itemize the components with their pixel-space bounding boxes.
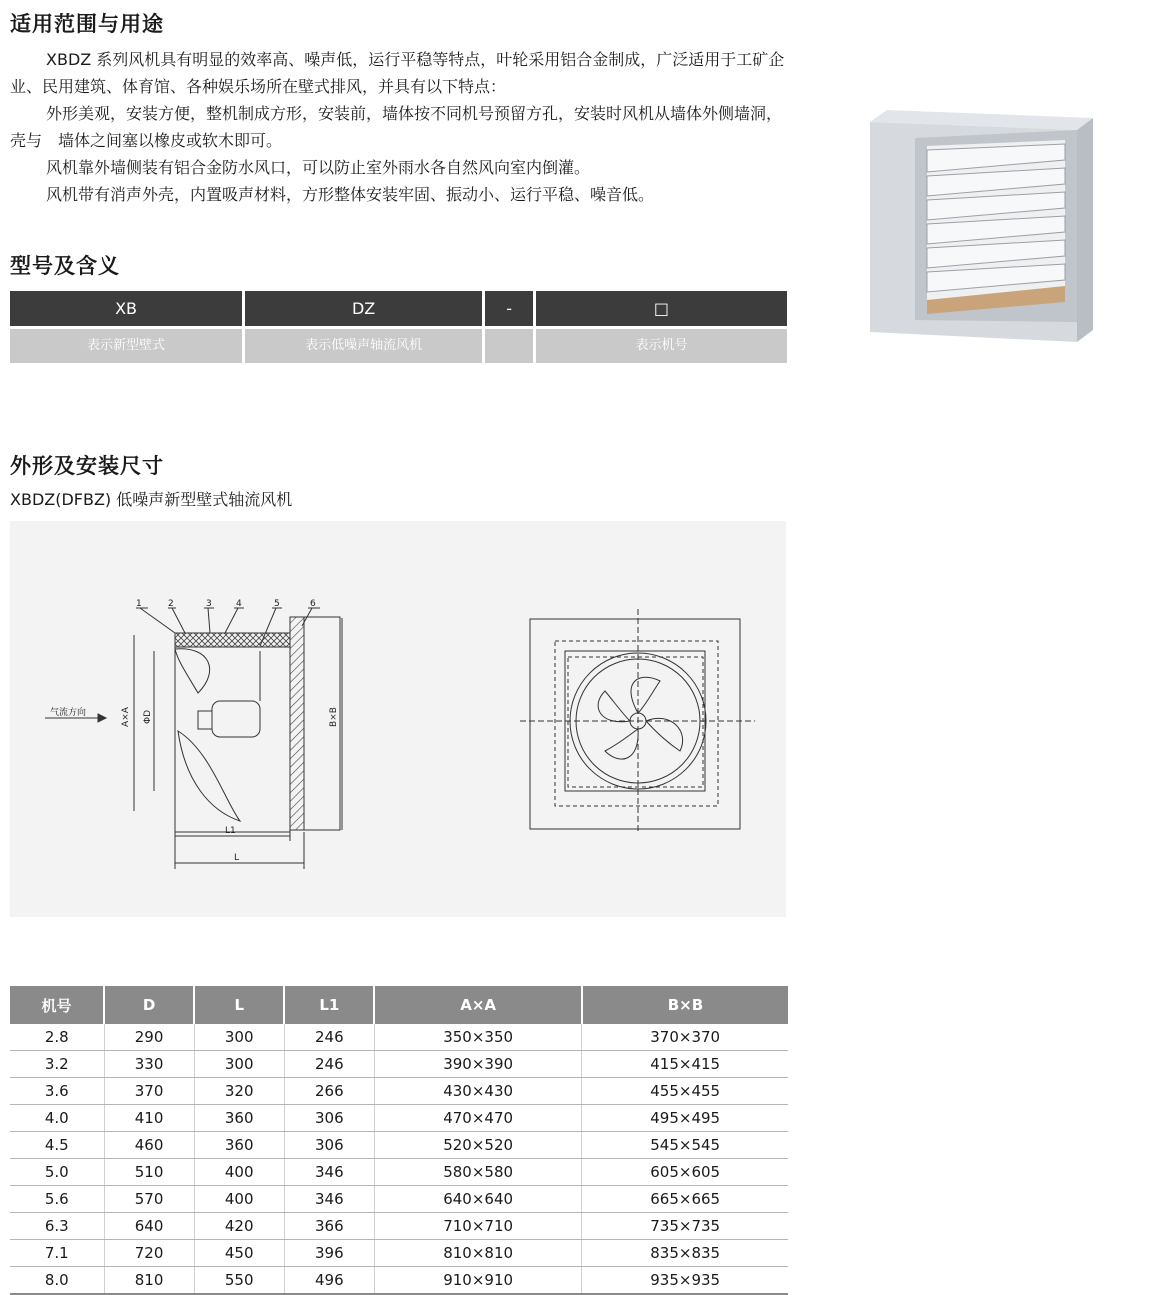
table-cell: 496 <box>284 1267 374 1295</box>
installation-diagram <box>10 521 786 917</box>
table-cell: 2.8 <box>10 1024 104 1051</box>
table-cell: 366 <box>284 1213 374 1240</box>
table-cell: 495×495 <box>582 1105 788 1132</box>
usage-paragraph-4: 风机带有消声外壳，内置吸声材料，方形整体安装牢固、振动小、运行平稳、噪音低。 <box>46 185 655 204</box>
model-code-xb: XB <box>10 291 242 326</box>
callout-6: 6 <box>310 599 316 609</box>
table-cell: 346 <box>284 1186 374 1213</box>
table-cell: 246 <box>284 1051 374 1078</box>
table-cell: 640 <box>104 1213 194 1240</box>
table-cell: 396 <box>284 1240 374 1267</box>
model-code-dz: DZ <box>245 291 482 326</box>
callout-1: 1 <box>136 599 142 609</box>
table-cell: 580×580 <box>374 1159 581 1186</box>
table-cell: 460 <box>104 1132 194 1159</box>
callout-5: 5 <box>274 599 280 609</box>
table-cell: 246 <box>284 1024 374 1051</box>
table-cell: 450 <box>194 1240 284 1267</box>
col-header-l: L <box>194 986 284 1024</box>
model-code-number: □ <box>536 291 787 326</box>
table-cell: 835×835 <box>582 1240 788 1267</box>
table-cell: 6.3 <box>10 1213 104 1240</box>
usage-paragraph-3: 风机靠外墙侧装有铝合金防水风口，可以防止室外雨水各自然风向室内倒灌。 <box>46 158 591 177</box>
table-cell: 415×415 <box>582 1051 788 1078</box>
table-cell: 545×545 <box>582 1132 788 1159</box>
table-cell: 7.1 <box>10 1240 104 1267</box>
table-cell: 550 <box>194 1267 284 1295</box>
table-cell: 910×910 <box>374 1267 581 1295</box>
airflow-label: 气流方向 <box>50 708 87 718</box>
model-meaning-dz: 表示低噪声轴流风机 <box>245 329 482 363</box>
table-cell: 640×640 <box>374 1186 581 1213</box>
table-cell: 520×520 <box>374 1132 581 1159</box>
table-row <box>10 1240 788 1267</box>
table-row <box>10 1105 788 1132</box>
table-cell: 5.0 <box>10 1159 104 1186</box>
table-row <box>10 1078 788 1105</box>
table-cell: 470×470 <box>374 1105 581 1132</box>
table-cell: 346 <box>284 1159 374 1186</box>
table-row <box>10 1132 788 1159</box>
table-row <box>10 1213 788 1240</box>
usage-paragraph-2: 外形美观，安装方便，整机制成方形，安装前，墙体按不同机号预留方孔，安装时风机从墙体外侧墙洞，壳与 墙体之间塞以橡皮或软木即可。 <box>10 104 783 150</box>
table-header-row <box>10 986 788 1024</box>
table-cell: 720 <box>104 1240 194 1267</box>
table-row <box>10 1024 788 1051</box>
dim-phid-label: ΦD <box>143 709 153 725</box>
model-meaning-table <box>10 291 787 363</box>
table-cell: 370 <box>104 1078 194 1105</box>
usage-paragraph-1: XBDZ 系列风机具有明显的效率高、噪声低，运行平稳等特点，叶轮采用铝合金制成，广泛适用于工矿企业、民用建筑、体育馆、各种娱乐场所在壁式排风，并具有以下特点： <box>10 50 785 96</box>
table-cell: 330 <box>104 1051 194 1078</box>
dim-axa-label: A×A <box>121 707 131 727</box>
table-cell: 390×390 <box>374 1051 581 1078</box>
dim-l-label: L <box>234 853 240 863</box>
table-cell: 266 <box>284 1078 374 1105</box>
table-cell: 400 <box>194 1159 284 1186</box>
table-cell: 935×935 <box>582 1267 788 1295</box>
table-cell: 306 <box>284 1105 374 1132</box>
table-cell: 370×370 <box>582 1024 788 1051</box>
table-cell: 300 <box>194 1051 284 1078</box>
usage-paragraphs <box>10 46 790 208</box>
section-subtitle-dimensions: XBDZ(DFBZ) 低噪声新型壁式轴流风机 <box>10 490 293 509</box>
section-title-usage: 适用范围与用途 <box>10 12 164 36</box>
table-cell: 350×350 <box>374 1024 581 1051</box>
table-cell: 420 <box>194 1213 284 1240</box>
table-cell: 735×735 <box>582 1213 788 1240</box>
callout-3: 3 <box>206 599 212 609</box>
callout-4: 4 <box>236 599 242 609</box>
model-meaning-xb: 表示新型壁式 <box>10 329 242 363</box>
table-cell: 4.5 <box>10 1132 104 1159</box>
table-cell: 605×605 <box>582 1159 788 1186</box>
col-header-d: D <box>104 986 194 1024</box>
section-title-dimensions: 外形及安装尺寸 <box>10 454 164 478</box>
table-cell: 570 <box>104 1186 194 1213</box>
table-cell: 360 <box>194 1105 284 1132</box>
table-cell: 5.6 <box>10 1186 104 1213</box>
col-header-axa: A×A <box>374 986 581 1024</box>
table-cell: 510 <box>104 1159 194 1186</box>
table-row <box>10 1267 788 1295</box>
table-cell: 306 <box>284 1132 374 1159</box>
table-row <box>10 1051 788 1078</box>
col-header-number: 机号 <box>10 986 104 1024</box>
table-cell: 430×430 <box>374 1078 581 1105</box>
model-code-dash: - <box>485 291 533 326</box>
table-cell: 4.0 <box>10 1105 104 1132</box>
dimension-table <box>10 986 788 1295</box>
model-meaning-dash <box>485 329 533 363</box>
table-cell: 665×665 <box>582 1186 788 1213</box>
table-cell: 400 <box>194 1186 284 1213</box>
table-cell: 300 <box>194 1024 284 1051</box>
table-cell: 320 <box>194 1078 284 1105</box>
callout-2: 2 <box>168 599 174 609</box>
table-cell: 810×810 <box>374 1240 581 1267</box>
table-cell: 290 <box>104 1024 194 1051</box>
table-row <box>10 1186 788 1213</box>
table-cell: 410 <box>104 1105 194 1132</box>
dim-bxb-label: B×B <box>329 707 339 727</box>
table-cell: 3.6 <box>10 1078 104 1105</box>
table-cell: 455×455 <box>582 1078 788 1105</box>
dimension-table-body <box>10 1024 788 1294</box>
section-title-model: 型号及含义 <box>10 254 120 278</box>
product-photo <box>865 110 1097 345</box>
model-meaning-number: 表示机号 <box>536 329 787 363</box>
table-row <box>10 1159 788 1186</box>
table-cell: 710×710 <box>374 1213 581 1240</box>
table-cell: 3.2 <box>10 1051 104 1078</box>
table-cell: 810 <box>104 1267 194 1295</box>
table-cell: 360 <box>194 1132 284 1159</box>
table-cell: 8.0 <box>10 1267 104 1295</box>
dim-l1-label: L1 <box>225 826 236 836</box>
col-header-bxb: B×B <box>582 986 788 1024</box>
col-header-l1: L1 <box>284 986 374 1024</box>
